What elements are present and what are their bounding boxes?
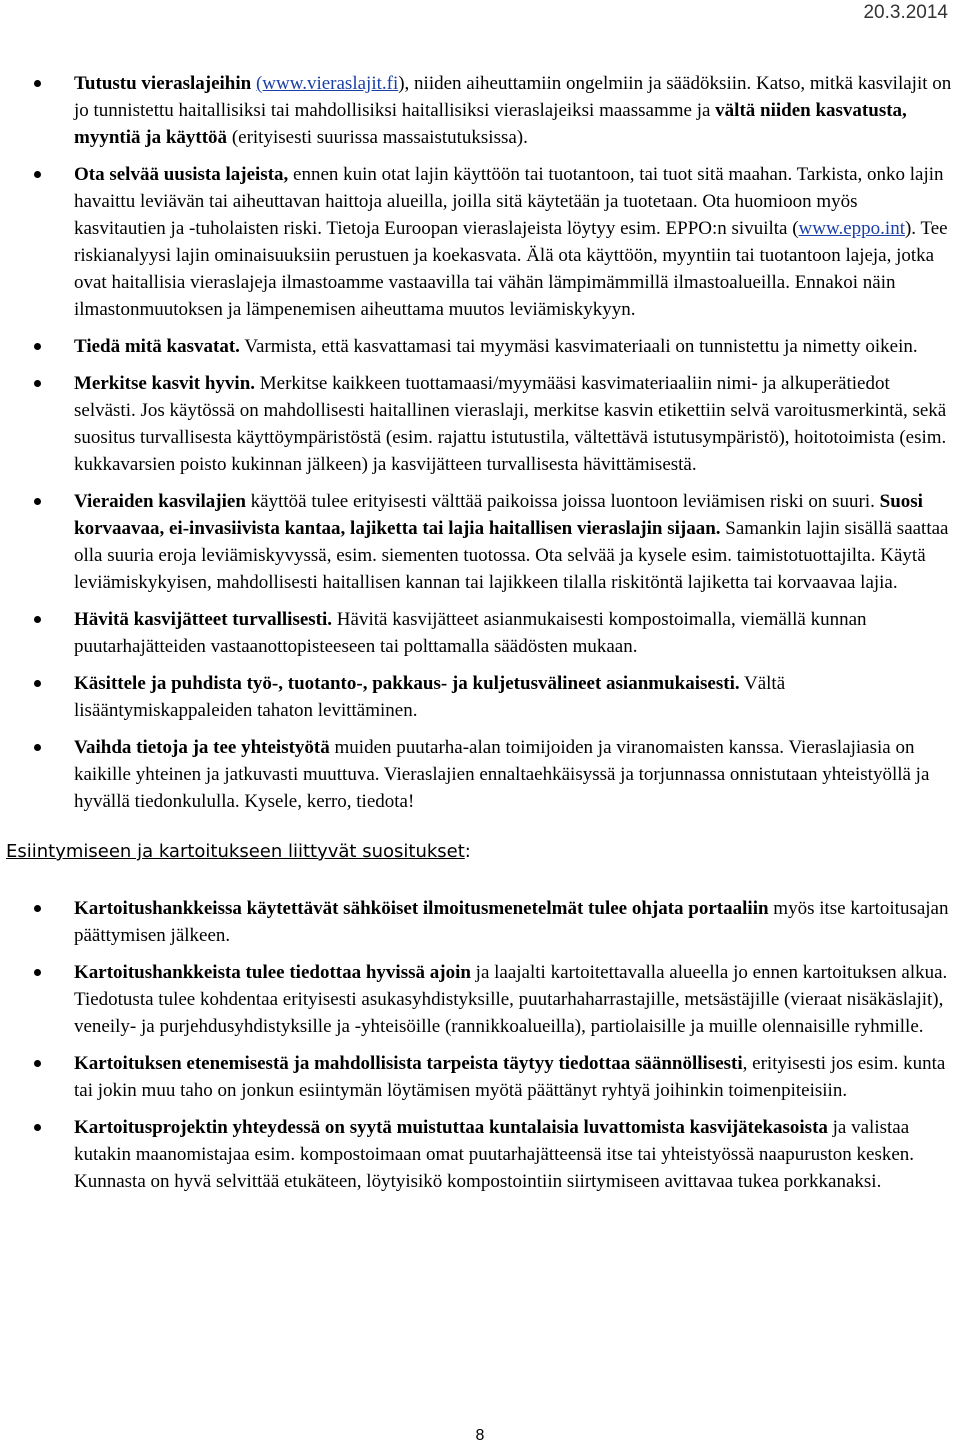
recommendations-list (0, 70, 958, 815)
body-text: Merkitse kaikkeen tuottamaasi/myymääsi kasvimateriaaliin nimi- ja alkuperätiedot selvästi. Jos käytössä on mahdollisesti haitallinen vieraslaji, merkitse kasvin etikettiin selvä varoitusmerkintä, sekä suositus turvallisesta käyttöympäristöstä (esim. rajattu istutustila, vältettävä istutusympäristö), hoitotoimista (esim. kukkavarsien poisto kukinnan jälkeen) ja kasvijätteen turvallisesta hävittämisestä. (74, 373, 947, 475)
bold-text: Vieraiden kasvilajien (74, 491, 246, 512)
section-heading-text: Esiintymiseen ja kartoitukseen liittyvät suositukset (6, 841, 465, 862)
list-item (74, 370, 958, 478)
body-text: , erityisesti jos esim. kunta tai jokin muu taho on jonkun esiintymän löytämisen myötä päättänyt ryhtyä joihinkin toimenpiteisiin. (74, 1053, 946, 1101)
list-item (74, 734, 958, 815)
list-item (74, 488, 958, 596)
list-item (74, 895, 958, 949)
body-text: myös itse kartoitusajan päättymisen jälkeen. (74, 898, 949, 946)
bold-text: Merkitse kasvit hyvin. (74, 373, 256, 394)
body-text: ennen kuin otat lajin käyttöön tai tuotantoon, tai tuot sitä maahan. Tarkista, onko lajin havaittu leviävän tai aiheuttavan haittoja alueilla, joilla sitä käytetään ja tuotetaan. Ota huomioon myös kasvitautien ja -tuholaisten riski. Tietoja Euroopan vieraslajeista löytyy esim. EPPO:n sivuilta ( (74, 164, 944, 239)
bold-text: Tiedä mitä kasvatat. (74, 336, 240, 357)
body-text: Varmista, että kasvattamasi tai myymäsi kasvimateriaali on tunnistettu ja nimetty oikein. (239, 336, 918, 357)
section-heading (6, 839, 958, 865)
body-text: Vältä lisääntymiskappaleiden tahaton levittäminen. (74, 673, 786, 721)
body-text: muiden puutarha-alan toimijoiden ja viranomaisten kanssa. Vieraslajiasia on kaikille yhteinen ja jatkuvasti muuttuva. Vieraslajien ennaltaehkäisyssä ja torjunnassa onnistutaan yhteistyöllä ja hyvällä tiedonkululla. Kysele, kerro, tiedota! (74, 737, 930, 812)
survey-recommendations-list (0, 895, 958, 1195)
body-text: ja laajalti kartoitettavalla alueella jo ennen kartoituksen alkua. Tiedotusta tulee kohdentaa erityisesti asukasyhdistyksille, puutarhaharrastajille, metsästäjille (vieraat nisäkäslajit), veneily- ja purjehdusyhdistyksille ja -yhteisöille (rannikkoalueilla), partiolaisille ja muille olennaisille ryhmille. (74, 962, 948, 1037)
bold-text: Hävitä kasvijätteet turvallisesti. (74, 609, 333, 630)
list-item (74, 1050, 958, 1104)
body-text: käyttöä tulee erityisesti välttää paikoissa joissa luontoon leviämisen riski on suuri. (245, 491, 880, 512)
list-item (74, 333, 958, 360)
bold-text: Vaihda tietoja ja tee yhteistyötä (74, 737, 330, 758)
bold-text: Ota selvää uusista lajeista, (74, 164, 289, 185)
list-item (74, 606, 958, 660)
list-item (74, 70, 958, 151)
body-text: (erityisesti suurissa massaistutuksissa). (227, 127, 528, 148)
body-text: ja valistaa kutakin maanomistajaa esim. kompostoimaan omat puutarhajätteensä itse tai yhteistyössä naapuruston kesken. Kunnasta on hyvä selvittää etukäteen, löytyisikö kompostointiin siirtymiseen avittavaa tukea porkkanaksi. (74, 1117, 915, 1192)
document-body (0, 70, 958, 1205)
link[interactable]: (www.vieraslajit.fi (255, 73, 399, 94)
bold-text: Kartoitushankkeista tulee tiedottaa hyvissä ajoin (74, 962, 471, 983)
bold-text: vältä niiden kasvatusta, myyntiä ja käyttöä (74, 100, 907, 148)
list-item (74, 161, 958, 323)
body-text: Hävitä kasvijätteet asianmukaisesti kompostoimalla, viemällä kunnan puutarhajätteiden vastaanottopisteeseen tai polttamalla säädösten mukaan. (74, 609, 867, 657)
bold-text: Tutustu vieraslajeihin (74, 73, 252, 94)
page-number: 8 (475, 1427, 485, 1444)
bold-text: Kartoitusprojektin yhteydessä on syytä muistuttaa kuntalaisia luvattomista kasvijätekasoista (74, 1117, 828, 1138)
bold-text: Kartoitushankkeissa käytettävät sähköiset ilmoitusmenetelmät tulee ohjata portaaliin (74, 898, 769, 919)
list-item (74, 1114, 958, 1195)
section-heading-colon: : (464, 841, 471, 862)
body-text: ). Tee riskianalyysi lajin ominaisuuksiin perustuen ja koekasvata. Älä ota käyttöön, myyntiin tai tuotantoon lajeja, jotka ovat haitallisia vieraslajeja ilmastoamme vastaavilla tai vähän lämpimämmillä ilmastoalueilla. Ennakoi näin ilmastonmuutoksen ja lämpenemisen aiheuttama muutos leviämiskykyyn. (74, 218, 948, 320)
list-item (74, 670, 958, 724)
bold-text: Kartoituksen etenemisestä ja mahdollisista tarpeista täytyy tiedottaa säännöllisesti (74, 1053, 743, 1074)
body-text: Samankin lajin sisällä saattaa olla suuria eroja leviämiskyvyssä, esim. siementen tuotossa. Ota selvää ja kysele esim. taimistotuottajilta. Käytä leviämiskykyisen, mahdollisesti haitallisen kannan tai lajikkeen tilalla riskitöntä lajiketta tai korvaavaa lajia. (74, 518, 949, 593)
list-item (74, 959, 958, 1040)
bold-text: Suosi korvaavaa, ei-invasiivista kantaa, lajiketta tai lajia haitallisen vieraslajin sijaan. (74, 491, 923, 539)
bold-text: Käsittele ja puhdista työ-, tuotanto-, pakkaus- ja kuljetusvälineet asianmukaisesti. (74, 673, 740, 694)
body-text: ), niiden aiheuttamiin ongelmiin ja säädöksiin. Katso, mitkä kasvilajit on jo tunnistettu haitallisiksi tai mahdollisiksi haitallisiksi vieraslajeiksi maassamme ja (74, 73, 952, 121)
header-date: 20.3.2014 (863, 2, 948, 23)
link[interactable]: www.eppo.int (798, 218, 905, 239)
